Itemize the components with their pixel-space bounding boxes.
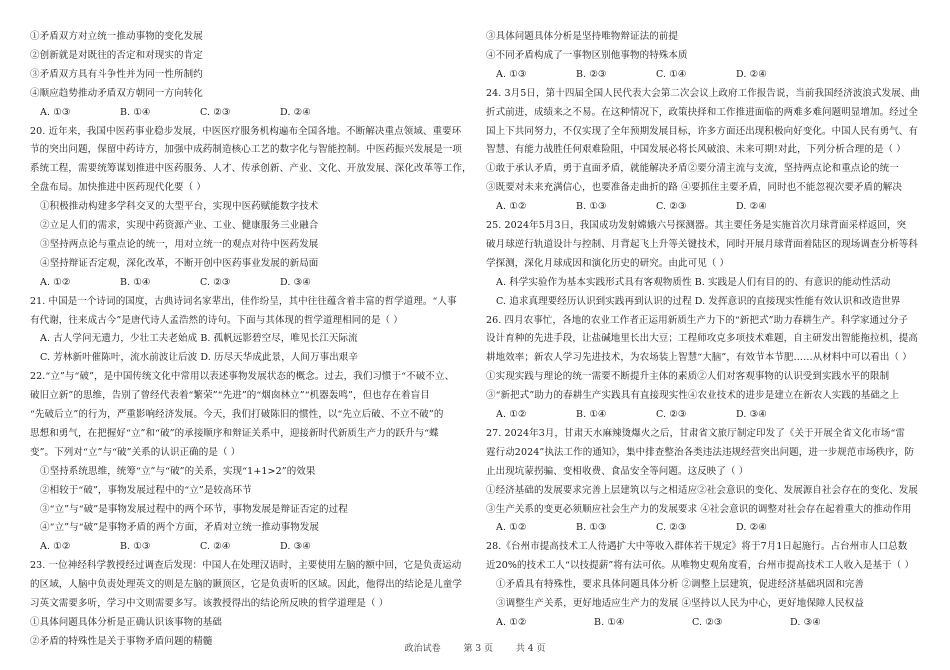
text-line: 破旧立新”的思维，告别了曾经代表着“繁荣”“先进”的“烟囱林立”“机器轰鸣”，但也存在着盲目 <box>30 390 430 402</box>
text-line: ④坚持辩证否定观，深化改革，不断开创中医药事业发展的新局面 <box>40 257 319 269</box>
answer-option: D. ③④ <box>280 276 311 288</box>
text-line: ②立足人们的需求，实现中药资源产业、工业、健康服务三业融合 <box>40 220 319 231</box>
answer-option: C. ②③ <box>656 409 687 420</box>
text-line: 智慧、有能力战胜任何艰难险阻，中国发展必将长风破浪、未来可期!对此，下列分析合理的是（ ） <box>486 144 906 156</box>
text-line: 霆行动2024”执法工作的通知》，集中排查整治各类违法违规经营突出问题，进一步规范市场秩序，防 <box>486 446 914 458</box>
text-line: ①实现实践与理论的统一需要不断提升主体的素质②人们对客观事物的认识受到实践水平的限制 <box>486 371 890 383</box>
answer-option: D. ③④ <box>736 409 767 420</box>
text-line: ①矛盾具有特殊性，要求具体问题具体分析 ②调整上层建筑，促进经济基础巩固和完善 <box>496 579 864 591</box>
text-line: 耕地效率；新农人学习先进技术，为农场装上智慧“大脑”，有效节本节肥……从材料中可以看出（ ） <box>486 352 912 364</box>
text-line: 27. 2024年3月，甘肃天水麻辣烫爆火之后，甘肃省文旅厅制定印发了《关于开展全省文化市场“雷 <box>486 427 906 439</box>
text-line: ④不同矛盾构成了一事物区别他事物的特殊本质 <box>486 49 688 61</box>
text-line: 国上下共同努力，不仅实现了全年预期发展目标，许多方面还出现积极向好变化。中国人民有勇气、有 <box>486 125 919 137</box>
answer-option: D. ②④ <box>736 68 767 80</box>
text-line: ③矛盾双方具有斗争性并为同一性所制约 <box>30 68 203 80</box>
text-line: C. 追求真理要经历认识到实践再到认识的过程 D. 发挥意识的直接现实性能有效认识和改造世界 <box>496 295 901 307</box>
answer-option: D. ②④ <box>280 106 311 118</box>
answer-option: C. ②③ <box>692 616 723 628</box>
answer-option: C. ②③ <box>656 522 687 534</box>
answer-option: C. ②③ <box>200 106 231 118</box>
text-line: ①经济基础的发展要求完善上层建筑以与之相适应②社会意识的变化、发展源自社会存在的变化、发展 <box>486 484 919 496</box>
text-line: “先破后立”的行为，严重影响经济发展。今天，我们打破陈旧的惯性，以“先立后破、不立不破”的 <box>30 409 444 420</box>
text-line: 的区域，人脑中负责处理英文的则是左脑的颞顶区，它是负责听的区域。因此，他得出的结论是儿童学 <box>30 579 463 591</box>
text-line: 折式前进，成绩来之不易。在这种情况下，政策抉择和工作推进面临的两难多难问题明显增加。经过全 <box>486 106 919 118</box>
text-line: C. 芳林新叶催陈叶，流水前波让后波 D. 历尽天华成此景，人间万事出艰辛 <box>40 352 359 364</box>
text-line: A. 古人学问无遗力，少壮工夫老始成 B. 孤帆远影碧空尽，唯见长江天际流 <box>40 333 358 345</box>
answer-options <box>486 408 938 421</box>
text-line: 系统工程，需要统筹谋划推进中医药服务、人才、传承创新、产业、文化、开放发展、深化改革等工作， <box>30 163 472 175</box>
text-line: 20. 近年来，我国中医药事业稳步发展，中医医疗服务机构遍布全国各地。不断解决重点领域、重要环 <box>30 125 462 137</box>
answer-option: A. ①② <box>496 616 527 628</box>
text-line: 止出现坑蒙拐骗、变相收费、食品安全等问题。这反映了（ ） <box>486 465 749 477</box>
answer-option: A. ①② <box>496 201 527 213</box>
text-line: ②相较于“破”，事物发展过程中的“立”是较高环节 <box>40 484 252 496</box>
answer-option: A. ①③ <box>40 106 71 118</box>
text-line: ①具体问题具体分析是正确认识该事物的基础 <box>30 616 223 628</box>
text-line: ③具体问题具体分析是坚持唯物辩证法的前提 <box>486 31 679 42</box>
answer-option: B. ①③ <box>576 201 607 213</box>
text-line: 25. 2024年5月3日，我国成功发射嫦娥六号探测器。其主要任务是实施首次月球背面采样返回，突 <box>486 220 907 231</box>
text-line: ④顺应趋势推动矛盾双方朝同一方向转化 <box>30 87 203 99</box>
answer-options <box>30 106 482 119</box>
answer-option: C. ②③ <box>656 201 687 213</box>
answer-option: C. ②④ <box>200 541 231 553</box>
answer-options <box>30 276 482 289</box>
text-line: ②创新就是对既往的否定和对现实的肯定 <box>30 49 203 61</box>
text-line: 21. 中国是一个诗词的国度，古典诗词名家辈出，佳作纷呈，其中往往蕴含着丰富的哲学道理。“人事 <box>30 295 457 307</box>
answer-option: B. ①④ <box>594 616 625 628</box>
text-line: 破月球逆行轨道设计与控制、月背起飞上升等关键技术，同时开展月球背面着陆区的现场调查分析等科 <box>486 238 919 250</box>
text-line: 设计育种的先进手段，让盐碱地里长出大豆；工程师攻克多项技术难题，自主研发出智能拖拉机，提高 <box>486 333 919 345</box>
text-line: ③“新把式”助力的春耕生产实践具有直接现实性④农业技术的进步是建立在新农人实践的基础之上 <box>486 390 900 402</box>
text-line: A. 科学实验作为基本实践形式具有客观物质性 B. 实践是人们有目的的、有意识的能动性活动 <box>496 276 891 288</box>
text-line: ③坚持两点论与重点论的统一，用对立统一的观点对待中医药发展 <box>40 238 319 250</box>
answer-option: D. ③④ <box>280 541 311 553</box>
answer-options <box>486 521 938 534</box>
text-line: 24. 3月5日，第十四届全国人民代表大会第二次会议上政府工作报告说，当前我国经济波浪式发展、曲 <box>486 87 921 99</box>
answer-option: B. ①③ <box>576 522 607 534</box>
text-line: ①积极推动构建多学科交叉的大型平台，实现中医药赋能数字技术 <box>40 201 319 213</box>
footer-page: 第 3 页 <box>463 644 493 654</box>
text-line: 有代谢，往来成古今”是唐代诗人孟浩然的诗句。下面与其体现的哲学道理相同的是（ ） <box>30 314 403 326</box>
text-line: ③调整生产关系，更好地适应生产力的发展 ④坚持以人民为中心，更好地保障人民权益 <box>496 598 864 609</box>
text-line: 22.“立”与“破”，是中国传统文化中常用以表述事物发展状态的概念。过去，我们习惯于“不破不立、 <box>30 371 455 383</box>
text-line: ①矛盾双方对立统一推动事物的变化发展 <box>30 31 203 42</box>
answer-option: A. ①② <box>40 276 71 288</box>
answer-option: B. ①④ <box>120 276 151 288</box>
answer-option: A. ①② <box>40 541 71 553</box>
answer-option: C. ①④ <box>656 68 687 80</box>
answer-option: D. ②④ <box>736 522 767 534</box>
text-line: ③既要对未来充满信心，也要准备走曲折的路 ④要抓住主要矛盾，同时也不能忽视次要矛盾的解决 <box>486 182 902 194</box>
answer-options <box>486 200 938 213</box>
footer-subject: 政治试卷 <box>404 644 441 654</box>
text-line: 思想和勇气，在把握好“立”和“破”的承接顺序和辩证关系中，迎接新时代新质生产力的跃升与“蝶 <box>30 427 439 439</box>
answer-option: D. ②④ <box>736 201 767 213</box>
answer-option: B. ①③ <box>120 541 151 553</box>
text-line: ③“立”与“破”是事物发展过程中的两个环节，事物发展是辩证否定的过程 <box>40 503 348 515</box>
answer-options <box>486 68 938 81</box>
answer-option: C. ②③ <box>200 276 231 288</box>
text-line: 全盘布局。加快推进中医药现代化要（ ） <box>30 182 206 194</box>
text-line: ①坚持系统思维，统筹“立”与“破”的关系，实现“1+1>2”的效果 <box>40 465 316 477</box>
answer-option: A. ①③ <box>496 68 527 80</box>
text-line: 学探测，深化月球成因和演化历史的研究。由此可见（ ） <box>486 257 730 269</box>
answer-option: D. ③④ <box>790 616 821 628</box>
footer-total: 共 4 页 <box>515 644 546 654</box>
answer-option: A. ①② <box>496 409 527 420</box>
answer-option: B. ①④ <box>120 106 151 118</box>
answer-option: A. ①② <box>496 522 527 534</box>
text-line: ③生产关系的变更必须顺应社会生产力的发展要求 ④社会意识的调整对社会存在起着重大的推动作用 <box>486 503 912 515</box>
text-line: 近20%的技术工人“以技提薪”将有法可依。从唯物史观角度看，台州市提高技术工人收入是基于（ ） <box>486 560 915 572</box>
text-line: 23. 一位神经科学教授经过调查后发现：中国人在处理汉语时，主要使用左脑的额中回，它是负责运动 <box>30 560 462 572</box>
text-line: ①敢于承认矛盾，勇于直面矛盾，就能解决矛盾②要分清主流与支流，坚持两点论和重点论的统一 <box>486 163 899 175</box>
text-line: ②矛盾的特殊性是关于事物矛盾问题的精髓 <box>30 635 213 647</box>
answer-option: B. ①④ <box>576 409 607 420</box>
text-line: 习英文需要多听，学习中文则需要多写。该教授得出的结论所反映的哲学道理是（ ） <box>30 598 389 609</box>
text-line: ④“立”与“破”是事物矛盾的两个方面，矛盾对立统一推动事物发展 <box>40 522 320 534</box>
text-line: 变”。下列对“立”与“破”关系的认识正确的是（ ） <box>30 446 241 458</box>
answer-options <box>486 616 938 629</box>
text-line: 节的突出问题，保留中药诗方，加强中成药制造核心工艺的数字化与智能控制。中医药振兴发展是一项 <box>30 144 463 156</box>
answer-option: B. ②③ <box>576 68 607 80</box>
page-footer <box>0 641 950 654</box>
text-line: 28.《台州市提高技术工人待遇扩大中等收入群体若干规定》将于7月1日起施行。占台州市人口总数 <box>486 541 908 553</box>
text-line: 26. 四月农事忙，各地的农业工作者正运用新质生产力下的“新把式”助力春耕生产。科学家通过分子 <box>486 314 909 326</box>
answer-options <box>30 540 482 553</box>
